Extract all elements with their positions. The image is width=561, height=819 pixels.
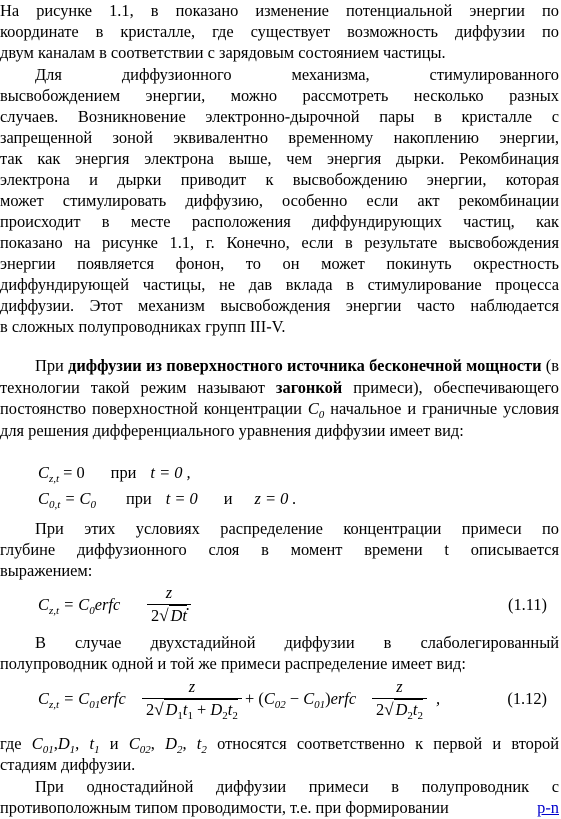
p2-line-3: случаев. Возникновение электронно-дырочной пары в кристалле с: [0, 107, 559, 126]
cond2-when: при: [125, 489, 152, 508]
p2-line-6: электрона и дырки приводит к высвобождению энергии, которая: [0, 170, 559, 189]
eq111-numerator: z: [165, 583, 173, 602]
eq111-lhs: $C_{z,t}$ = $C_0erfc$: [38, 595, 121, 617]
p7-line-1: При одностадийной диффузии примеси в полупроводник с: [35, 777, 559, 796]
cond1-eq: = 0: [59, 463, 85, 482]
eq112-fraction-1: [142, 676, 242, 720]
p4-line-1: При этих условиях распределение концентрации примеси по: [35, 519, 559, 538]
eq112-f2-denominator: 2√ $D_2t_2$: [372, 698, 427, 721]
p2-line-13: в сложных полупроводниках групп III-V.: [0, 317, 286, 336]
p2-line-9: показано на рисунке 1.1, г. Конечно, если в результате высвобождения: [0, 233, 559, 252]
p6-line-1: где $C_{01},D_1$, $t_1$ и $C_{02}$, $D_2$, $t_2$ относятся соответственно к первой и второй: [0, 734, 559, 756]
eq111-tail: .: [186, 595, 191, 614]
eq111-number: (1.11): [508, 595, 547, 614]
eq112-f1-numerator: z: [188, 677, 196, 696]
cond2-rest2: z = 0 .: [254, 489, 297, 508]
cond1-rest: t = 0 ,: [150, 463, 191, 482]
eq112-f2-numerator: z: [396, 677, 403, 696]
p1-line-3: двум каналам в соответствии с зарядовым состоянием частицы.: [0, 43, 446, 62]
p2-line-7: может стимулировать диффузию, особенно если акт рекомбинации: [0, 191, 559, 210]
condition-2: [38, 488, 561, 510]
cond2-lhs: C: [38, 489, 49, 508]
p4-line-2: глубине диффузионного слоя в момент времени t описывается: [0, 540, 559, 559]
p1-line-1: На рисунке 1.1, в показано изменение потенциальной энергии по: [0, 1, 559, 20]
eq111-denominator: 2√ Dt: [147, 604, 191, 627]
p2-line-11: диффундирующей частицы, не дав вклада в стимулирование процесса: [0, 275, 559, 294]
p5-line-2: полупроводник одной и той же примеси распределение имеет вид:: [0, 654, 466, 673]
p2-line-5: так как энергия электрона выше, чем энергия дырки. Рекомбинация: [0, 149, 559, 168]
p3-c0-subscript: 0: [318, 409, 325, 422]
pn-junction-link[interactable]: p-n: [537, 798, 559, 817]
p3-text-b: (в технологии такой режим называют: [0, 356, 559, 397]
cond1-when: при: [110, 463, 137, 482]
p3-text-a: При: [35, 356, 69, 375]
p3-text-c: примеси), обеспечивающего постоянство поверхностной концентрации: [0, 377, 559, 419]
p3-bold-term: диффузии из поверхностного источника бесконечной мощности: [68, 356, 542, 375]
cond2-eq-sub: 0: [90, 499, 96, 511]
p2-line-10: энергии появляется фонон, то он может покинуть окрестность: [0, 254, 559, 273]
eq111-fraction: [147, 582, 191, 626]
cond2-sub: 0,t: [48, 499, 61, 511]
p2-line-4: запрещенной зоной эквивалентно временному накоплению энергии,: [0, 128, 559, 147]
equation-1-12: [38, 676, 559, 722]
p3-text-d: начальное и граничные условия для решения дифференциального уравнения диффузии имеет вид:: [0, 399, 559, 440]
p3-c0-symbol: C: [307, 399, 319, 419]
eq112-left: $C_{z,t}$ = $C_{01}erfc$: [38, 689, 126, 711]
p2-line-2: высвобождением энергии, можно рассмотреть несколько разных: [0, 86, 559, 105]
p3-paragraph: [0, 355, 559, 441]
p5-line-1: В случае двухстадийной диффузии в слаболегированный: [35, 633, 559, 652]
cond2-eq: = C: [60, 489, 91, 508]
eq112-fraction-2: [372, 676, 427, 720]
p7-line-2: [0, 797, 559, 819]
p2-line-1: Для диффузионного механизма, стимулированного: [35, 65, 559, 84]
cond1-lhs: C: [38, 463, 49, 482]
eq112-f1-denominator: 2√ $D_1t_1 + D_2t_2$: [142, 698, 242, 721]
eq112-number: (1.12): [507, 689, 547, 708]
p1-line-2: координате в кристалле, где существует возможность диффузии по: [0, 22, 559, 41]
cond2-and: и: [223, 489, 233, 508]
cond1-sub: z,t: [48, 473, 60, 485]
p7-line-2-text: противоположным типом проводимости, т.е. при формировании: [0, 798, 449, 817]
p2-line-8: происходит в месте расположения диффундирующих частиц, как: [0, 212, 559, 231]
p4-line-3: выражением:: [0, 561, 93, 580]
equation-1-11: [38, 582, 559, 628]
eq112-middle: + ($C_{02}$ − $C_{01})erfc$: [245, 689, 357, 711]
p6-line-2: стадиям диффузии.: [0, 755, 136, 774]
eq112-tail: ,: [436, 689, 441, 708]
p2-line-12: диффузии. Этот механизм высвобождения энергии часто наблюдается: [0, 296, 559, 315]
condition-1: [38, 462, 561, 484]
p3-bold-zagonka: загонкой: [275, 377, 343, 397]
cond2-rest1: t = 0: [165, 489, 198, 508]
